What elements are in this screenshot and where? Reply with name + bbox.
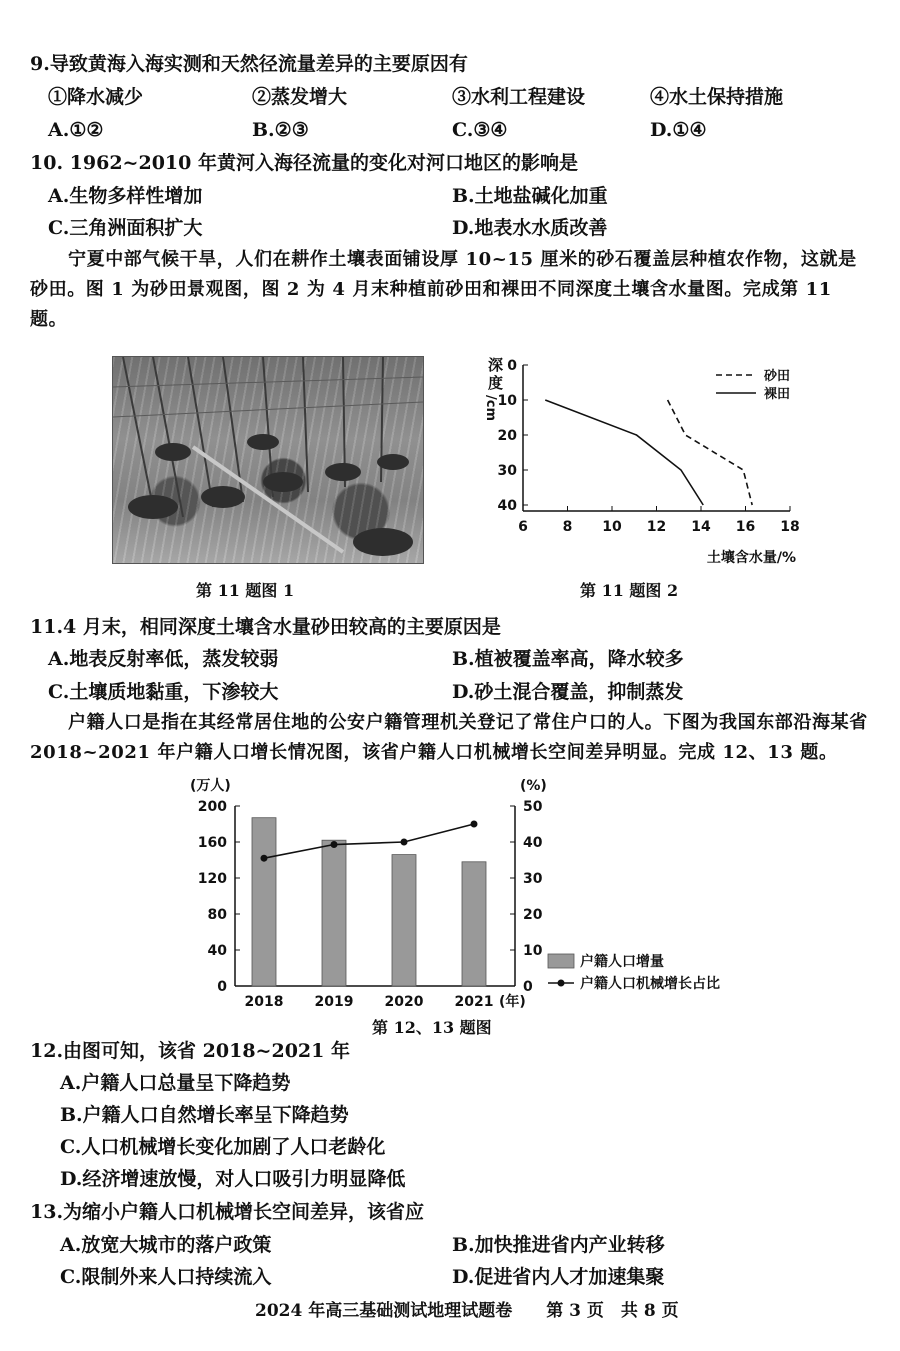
- q13-option-a: A.放宽大城市的落户政策: [60, 1234, 272, 1256]
- pop-left-tick-label: 120: [197, 871, 227, 887]
- pop-bar-2020: [392, 855, 416, 986]
- q12-option-b: B.户籍人口自然增长率呈下降趋势: [60, 1104, 349, 1126]
- q9-item-3: ③水利工程建设: [452, 86, 586, 108]
- q11-option-c: C.土壤质地黏重，下渗较大: [48, 681, 279, 703]
- sand-field-photo-sketch: [113, 357, 423, 563]
- q9-item-4: ④水土保持措施: [650, 86, 784, 108]
- moisture-y-tick-label: 40: [497, 498, 517, 514]
- q12-stem: 12.由图可知，该省 2018~2021 年: [30, 1040, 350, 1062]
- q9-option-c: C.③④: [452, 119, 508, 141]
- moisture-series-line-1: [668, 400, 753, 505]
- pop-x-tick-label: 2020: [384, 994, 424, 1010]
- q10-option-b: B.土地盐碱化加重: [452, 185, 608, 207]
- pop-x-tick-label: 2018: [244, 994, 284, 1010]
- q13-option-b: B.加快推进省内产业转移: [452, 1234, 665, 1256]
- q13-stem: 13.为缩小户籍人口机械增长空间差异，该省应: [30, 1201, 425, 1223]
- q9-option-d: D.①④: [650, 119, 707, 141]
- moisture-y-tick-label: 30: [497, 463, 517, 479]
- pop-right-tick-label: 50: [523, 799, 543, 815]
- q9-item-2: ②蒸发增大: [252, 86, 348, 108]
- moisture-legend-label-1: 砂田: [764, 369, 791, 384]
- pop-x-tick-label: 2021: [454, 994, 494, 1010]
- pop-share-point-2020: [401, 839, 408, 846]
- pop-right-unit: (%): [520, 778, 547, 794]
- pop-bar-2019: [322, 840, 346, 986]
- pop-share-point-2021: [471, 821, 478, 828]
- population-growth-chart: [160, 770, 760, 1010]
- pop-share-point-2018: [261, 855, 268, 862]
- moisture-xlabel: 土壤含水量/%: [706, 550, 796, 566]
- moisture-y-tick-label: 0: [507, 358, 517, 374]
- q9-stem: 9.导致黄海入海实测和天然径流量差异的主要原因有: [30, 53, 468, 75]
- pop-right-tick-label: 20: [523, 907, 543, 923]
- moisture-ylabel-part-2: 度: [488, 374, 504, 392]
- pop-x-unit: (年): [499, 994, 526, 1010]
- pop-left-tick-label: 200: [197, 799, 227, 815]
- q9-option-b: B.②③: [252, 119, 309, 141]
- moisture-series-line-2: [545, 400, 703, 505]
- q12-option-d: D.经济增速放慢，对人口吸引力明显降低: [60, 1168, 406, 1190]
- moisture-legend-label-2: 裸田: [764, 387, 791, 402]
- q11-option-d: D.砂土混合覆盖，抑制蒸发: [452, 681, 684, 703]
- figure-2-caption: 第 11 题图 2: [580, 581, 679, 600]
- q9-option-a: A.①②: [48, 119, 104, 141]
- pop-left-tick-label: 40: [207, 943, 227, 959]
- pop-right-tick-label: 30: [523, 871, 543, 887]
- q13-option-c: C.限制外来人口持续流入: [60, 1266, 272, 1288]
- sand-field-photo: [112, 356, 424, 564]
- moisture-x-tick-label: 6: [518, 519, 528, 535]
- moisture-x-tick-label: 8: [562, 519, 573, 535]
- moisture-x-tick-label: 10: [602, 519, 622, 535]
- pop-right-tick-label: 10: [523, 943, 543, 959]
- q13-option-d: D.促进省内人才加速集聚: [452, 1266, 665, 1288]
- pop-left-tick-label: 160: [197, 835, 227, 851]
- q11-option-b: B.植被覆盖率高，降水较多: [452, 648, 684, 670]
- intro-paragraph-11: 宁夏中部气候干旱，人们在耕作土壤表面铺设厚 10~15 厘米的砂石覆盖层种植农作物，这就是砂田。图 1 为砂田景观图，图 2 为 4 月末种植前砂田和裸田不同深度土壤含水量图。完成第 11 题。: [30, 249, 857, 330]
- q9-item-1: ①降水减少: [48, 86, 144, 108]
- figure-1-caption: 第 11 题图 1: [196, 581, 295, 600]
- pop-right-tick-label: 40: [523, 835, 543, 851]
- moisture-x-tick-label: 16: [735, 519, 756, 535]
- moisture-x-tick-label: 12: [646, 519, 667, 535]
- page-footer: 2024 年高三基础测试地理试题卷 第 3 页 共 8 页: [255, 1301, 679, 1321]
- q10-option-a: A.生物多样性增加: [48, 185, 203, 207]
- moisture-ylabel-part-1: 深: [488, 356, 504, 374]
- pop-share-line: [264, 824, 474, 858]
- soil-moisture-chart: [470, 350, 800, 575]
- q12-option-c: C.人口机械增长变化加剧了人口老龄化: [60, 1136, 386, 1158]
- figure-3-caption: 第 12、13 题图: [372, 1018, 492, 1037]
- pop-legend-bar-swatch: [548, 954, 574, 968]
- pop-legend-line-marker: [558, 980, 565, 987]
- q11-stem: 11.4 月末，相同深度土壤含水量砂田较高的主要原因是: [30, 616, 501, 638]
- q10-option-c: C.三角洲面积扩大: [48, 217, 203, 239]
- pop-left-tick-label: 0: [217, 979, 227, 995]
- q10-option-d: D.地表水水质改善: [452, 217, 608, 239]
- pop-legend-line-label: 户籍人口机械增长占比: [580, 976, 720, 992]
- moisture-y-tick-label: 20: [497, 428, 517, 444]
- pop-bar-2021: [462, 862, 486, 986]
- moisture-ylabel-unit: /cm: [483, 395, 498, 421]
- moisture-x-tick-label: 14: [691, 519, 711, 535]
- pop-legend-bar-label: 户籍人口增量: [580, 954, 664, 970]
- pop-left-unit: (万人): [190, 778, 231, 794]
- q11-option-a: A.地表反射率低，蒸发较弱: [48, 648, 279, 670]
- pop-left-tick-label: 80: [207, 907, 227, 923]
- q10-stem: 10. 1962~2010 年黄河入海径流量的变化对河口地区的影响是: [30, 152, 578, 174]
- q12-option-a: A.户籍人口总量呈下降趋势: [60, 1072, 291, 1094]
- pop-bar-2018: [252, 818, 276, 986]
- pop-x-tick-label: 2019: [314, 994, 354, 1010]
- moisture-y-tick-label: 10: [497, 393, 517, 409]
- moisture-x-tick-label: 18: [780, 519, 800, 535]
- intro-paragraph-12: 户籍人口是指在其经常居住地的公安户籍管理机关登记了常住户口的人。下图为我国东部沿海某省 2018~2021 年户籍人口增长情况图，该省户籍人口机械增长空间差异明显。完成 12、13 题。: [30, 712, 868, 763]
- pop-right-tick-label: 0: [523, 979, 533, 995]
- pop-share-point-2019: [331, 841, 338, 848]
